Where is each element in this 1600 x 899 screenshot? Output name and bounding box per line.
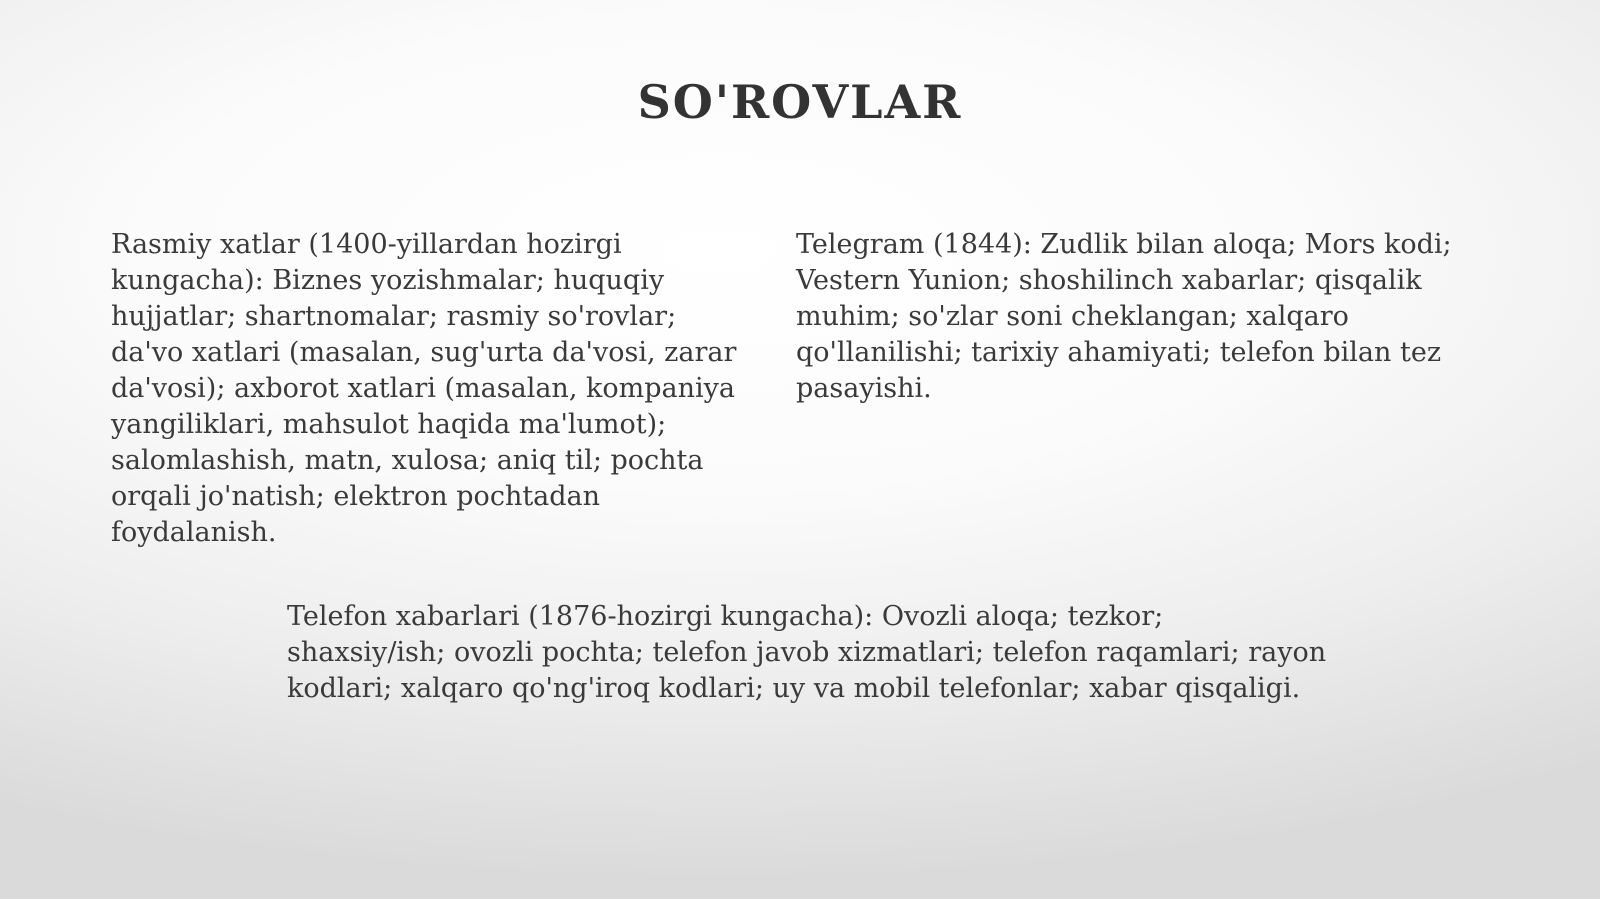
text-block-rasmiy-xatlar: Rasmiy xatlar (1400-yillardan hozirgi kungacha): Biznes yozishmalar; huquqiy hujjatlar; shartnomalar; rasmiy so'rovlar; da'vo xatlari (masalan, sug'urta da'vosi, zarar da'vosi); axborot xatlari (masalan, kompaniya yangiliklari, mahsulot haqida ma'lumot); salomlashish, matn, xulosa; aniq til; pochta orqali jo'natish; elektron pochtadan foydalanish. [111, 229, 737, 548]
slide-title: SO'ROVLAR [637, 75, 963, 129]
text-block-telefon-xabarlari: Telefon xabarlari (1876-hozirgi kungacha): Ovozli aloqa; tezkor; shaxsiy/ish; ovozli pochta; telefon javob xizmatlari; telefon raqamlari; rayon kodlari; xalqaro qo'ng'iroq kodlari; uy va mobil telefonlar; xabar qisqaligi. [287, 601, 1327, 704]
text-block-telegram: Telegram (1844): Zudlik bilan aloqa; Mors kodi; Vestern Yunion; shoshilinch xabarlar; qisqalik muhim; so'zlar soni cheklangan; xalqaro qo'llanilishi; tarixiy ahamiyati; telefon bilan tez pasayishi. [796, 229, 1452, 404]
